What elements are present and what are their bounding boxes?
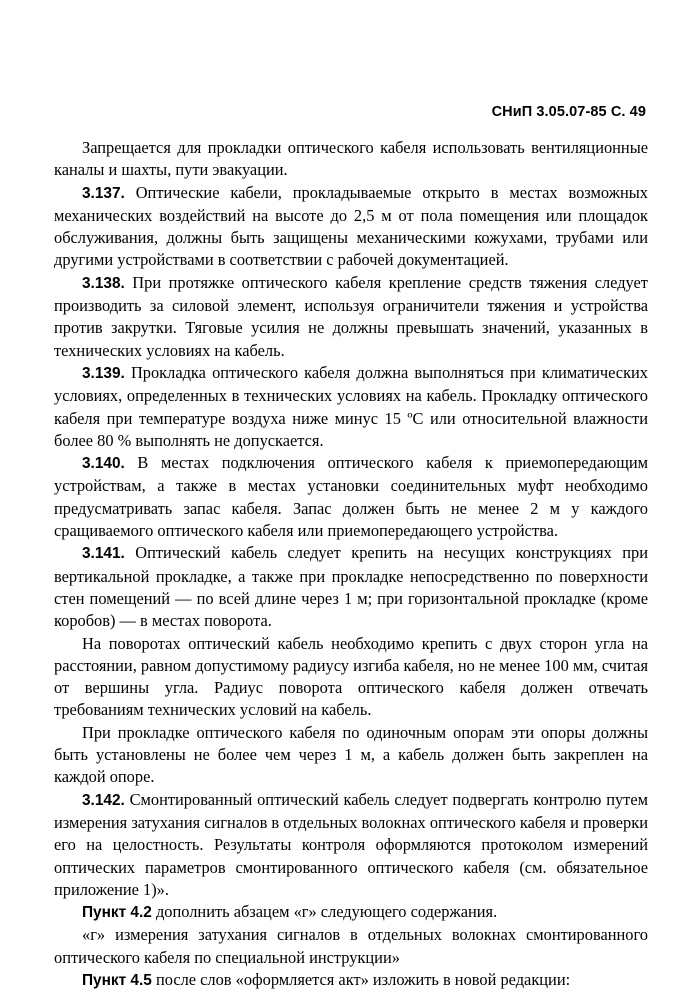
paragraph-3-141 xyxy=(54,542,648,632)
paragraph-turns xyxy=(54,633,648,722)
paragraph-3-140 xyxy=(54,452,648,542)
clause-number: 3.142. xyxy=(82,791,125,809)
paragraph-text: дополнить абзацем «г» следующего содержания. xyxy=(155,902,498,922)
paragraph-text: Смонтированный оптический кабель следует подвергать контролю путем измерения затухания сигналов в отдельных волокнах оптического кабеля и проверки его на целостность. Результаты контроля оформляются протоколом измерений оптических параметров смонтированного оптического кабеля (см. обязательное приложение 1)». xyxy=(54,789,648,899)
paragraph-text: после слов «оформляется акт» изложить в новой редакции: xyxy=(155,969,571,989)
clause-reference: Пункт 4.5 xyxy=(82,971,152,989)
paragraph-text: Оптические кабели, прокладываемые открыто в местах возможных механических воздействий на высоте до 2,5 м от пола помещения или площадок обслуживания, должны быть защищены механическими кожухами, трубами или другими устройствами в соответствии с рабочей документацией. xyxy=(54,182,648,270)
paragraph-item-g xyxy=(54,924,648,969)
clause-number: 3.141. xyxy=(82,545,125,563)
paragraph-item-4-2 xyxy=(54,901,648,924)
paragraph-item-4-5 xyxy=(54,969,648,992)
paragraph-3-142 xyxy=(54,789,648,901)
clause-number: 3.137. xyxy=(82,184,125,202)
paragraph-text: Оптический кабель следует крепить на несущих конструкциях при вертикальной прокладке, а также при прокладке непосредственно по поверхности стен помещений — по всей длине через 1 м; при горизонтальной прокладке (кроме коробов) — в местах поворота. xyxy=(54,543,648,631)
paragraph-text: В местах подключения оптического кабеля к приемопередающим устройствам, а также в местах установки соединительных муфт необходимо предусматривать запас кабеля. Запас должен быть не менее 2 м у каждого сращиваемого оптического кабеля или приемопередающего устройства. xyxy=(54,453,648,541)
paragraph-text: При прокладке оптического кабеля по одиночным опорам эти опоры должны быть установлены не более чем через 1 м, а кабель должен быть закреплен на каждой опоре. xyxy=(54,722,648,787)
paragraph-supports xyxy=(54,722,648,789)
clause-number: 3.138. xyxy=(82,274,125,292)
paragraph-intro xyxy=(54,137,648,182)
document-body xyxy=(54,137,648,992)
clause-number: 3.139. xyxy=(82,364,125,382)
paragraph-3-138 xyxy=(54,272,648,362)
clause-number: 3.140. xyxy=(82,455,125,473)
clause-reference: Пункт 4.2 xyxy=(82,904,152,922)
running-head: СНиП 3.05.07-85 С. 49 xyxy=(491,104,646,120)
paragraph-text: «г» измерения затухания сигналов в отдельных волокнах смонтированного оптического кабеля по специальной инструкции» xyxy=(54,925,648,967)
paragraph-text: Запрещается для прокладки оптического кабеля использовать вентиляционные каналы и шахты, пути эвакуации. xyxy=(54,138,648,180)
paragraph-3-139 xyxy=(54,362,648,452)
paragraph-text: Прокладка оптического кабеля должна выполняться при климатических условиях, определенных в технических условиях на кабель. Прокладку оптического кабеля при температуре воздуха ниже минус 15 ºС или относительной влажности более 80 % выполнять не допускается. xyxy=(54,362,648,450)
paragraph-3-137 xyxy=(54,182,648,272)
paragraph-text: При протяжке оптического кабеля крепление средств тяжения следует производить за силовой элемент, используя ограничители тяжения и устройства против закрутки. Тяговые усилия не должны превышать значений, указанных в технических условиях на кабель. xyxy=(54,272,648,360)
paragraph-text: На поворотах оптический кабель необходимо крепить с двух сторон угла на расстоянии, равном допустимому радиусу изгиба кабеля, но не менее 100 мм, считая от вершины угла. Радиус поворота оптического кабеля должен отвечать требованиям технических условий на кабель. xyxy=(54,633,648,720)
